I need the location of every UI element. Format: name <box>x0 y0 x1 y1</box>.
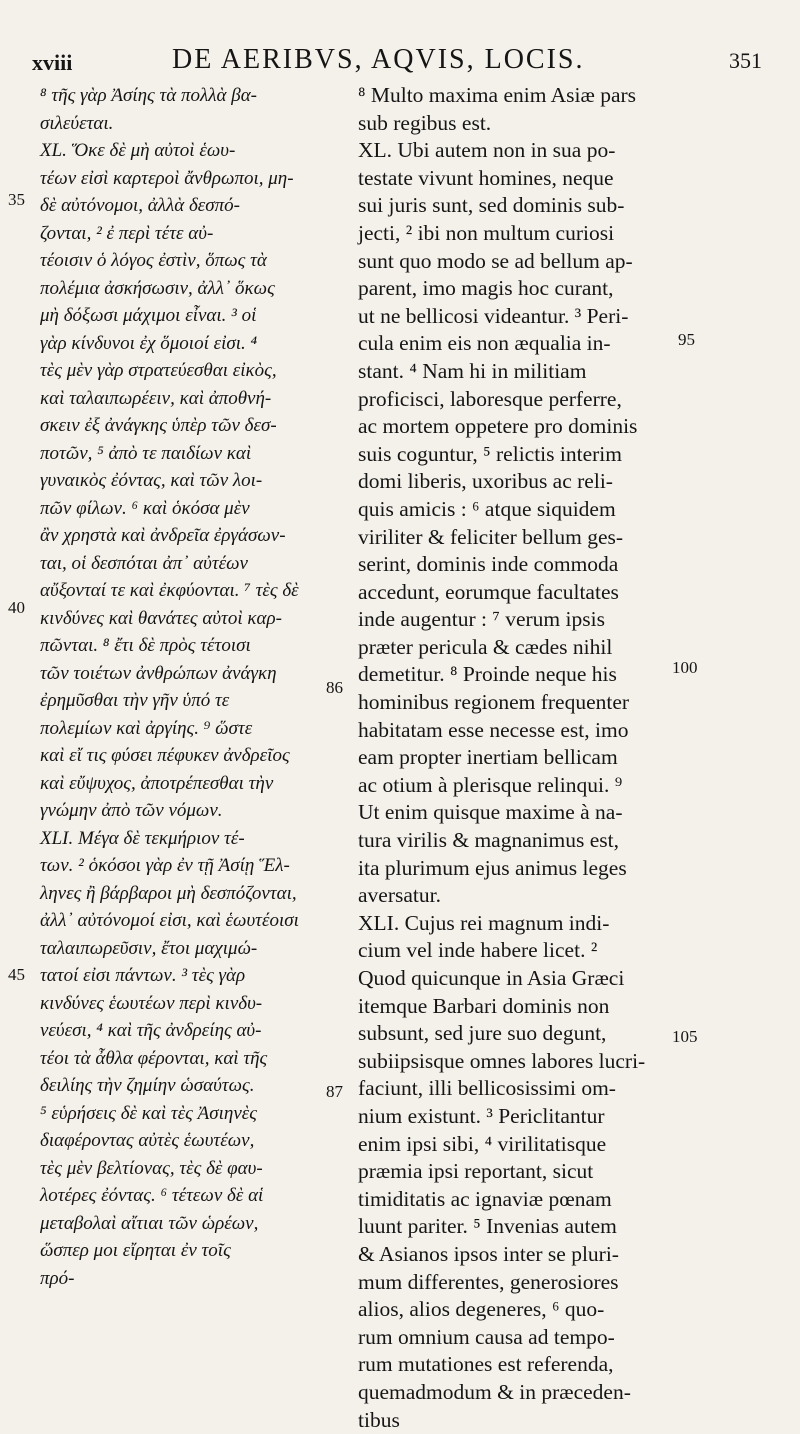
greek-text-line: ποτῶν, ⁵ ἀπὸ τε παιδίων καὶ <box>40 440 350 468</box>
latin-text-line: ⁸ Multo maxima enim Asiæ pars <box>358 82 678 110</box>
greek-text-line: ται, οἱ δεσπόται ἀπ᾽ αὐτέων <box>40 550 350 578</box>
latin-text-line: quis amicis : ⁶ atque siquidem <box>358 496 678 524</box>
latin-text-line: Ut enim quisque maxime à na- <box>358 799 678 827</box>
latin-text-line: suis coguntur, ⁵ relictis interim <box>358 441 678 469</box>
header-title: DE AERIBVS, AQVIS, LOCIS. <box>172 44 584 76</box>
margin-line-number-95: 95 <box>678 330 695 350</box>
latin-text-line: serint, dominis inde commoda <box>358 551 678 579</box>
greek-text-line: τῶν τοιέτων ἀνθρώπων ἀνάγκη <box>40 660 350 688</box>
latin-text-line: & Asianos ipsos inter se pluri- <box>358 1241 678 1269</box>
greek-text-line: κινδύνες ἑωυτέων περὶ κινδυ- <box>40 990 350 1018</box>
latin-text-column <box>358 82 678 1434</box>
greek-text-line: πολεμίων καὶ ἀργίης. ⁹ ὥστε <box>40 715 350 743</box>
greek-text-line: μὴ δόξωσι μάχιμοι εἶναι. ³ οἱ <box>40 302 350 330</box>
running-header <box>32 44 762 84</box>
greek-text-line: δειλίης τὴν ζημίην ὡσαύτως. <box>40 1072 350 1100</box>
greek-text-line: πολέμια ἀσκήσωσιν, ἀλλ᾽ ὅκως <box>40 275 350 303</box>
greek-text-line: τατοί εἰσι πάντων. ³ τὲς γὰρ <box>40 962 350 990</box>
greek-text-line: γὰρ κίνδυνοι ἐχ ὅμοιοί εἰσι. ⁴ <box>40 330 350 358</box>
latin-text-line: aversatur. <box>358 882 678 910</box>
latin-text-line: domi liberis, uxoribus ac reli- <box>358 468 678 496</box>
latin-text-line: ac otium à plerisque relinqui. ⁹ <box>358 772 678 800</box>
margin-line-number-45: 45 <box>8 965 25 985</box>
latin-text-line: enim ipsi sibi, ⁴ virilitatisque <box>358 1131 678 1159</box>
greek-text-line: καὶ εἴ τις φύσει πέφυκεν ἀνδρεῖος <box>40 742 350 770</box>
greek-text-line: ⁸ τῆς γὰρ Ἀσίης τὰ πολλὰ βα- <box>40 82 350 110</box>
greek-text-line: ὥσπερ μοι εἴρηται ἐν τοῖς <box>40 1237 350 1265</box>
greek-text-line: τέοι τὰ ἆθλα φέρονται, καὶ τῆς <box>40 1045 350 1073</box>
margin-line-number-105: 105 <box>672 1027 698 1047</box>
greek-text-line: XL. Ὅκε δὲ μὴ αὐτοὶ ἑωυ- <box>40 137 350 165</box>
latin-text-line: luunt pariter. ⁵ Invenias autem <box>358 1213 678 1241</box>
greek-text-line: νεύεσι, ⁴ καὶ τῆς ἀνδρείης αὐ- <box>40 1017 350 1045</box>
greek-text-line: πρό- <box>40 1265 350 1293</box>
greek-text-line: καὶ εὔψυχος, ἀποτρέπεσθαι τὴν <box>40 770 350 798</box>
page-number: 351 <box>729 48 762 74</box>
header-left-numeral: xviii <box>32 50 72 76</box>
latin-text-line: cium vel inde habere licet. ² <box>358 937 678 965</box>
greek-text-line: γνώμην ἀπὸ τῶν νόμων. <box>40 797 350 825</box>
latin-text-line: accedunt, eorumque facultates <box>358 579 678 607</box>
greek-text-line: XLI. Μέγα δὲ τεκμήριον τέ- <box>40 825 350 853</box>
latin-text-line: sub regibus est. <box>358 110 678 138</box>
latin-text-line: proficisci, laboresque perferre, <box>358 386 678 414</box>
latin-text-line: cula enim eis non æqualia in- <box>358 330 678 358</box>
greek-text-line: σκειν ἐξ ἀνάγκης ὑπὲρ τῶν δεσ- <box>40 412 350 440</box>
greek-text-column <box>40 82 350 1292</box>
latin-text-line: Quod quicunque in Asia Græci <box>358 965 678 993</box>
latin-text-line: quemadmodum & in præceden- <box>358 1379 678 1407</box>
greek-text-line: ταλαιπωρεῦσιν, ἔτοι μαχιμώ- <box>40 935 350 963</box>
latin-text-line: tibus <box>358 1407 678 1434</box>
latin-text-line: XL. Ubi autem non in sua po- <box>358 137 678 165</box>
greek-text-line: διαφέροντας αὐτὲς ἑωυτέων, <box>40 1127 350 1155</box>
latin-text-line: demetitur. ⁸ Proinde neque his <box>358 661 678 689</box>
margin-line-number-87: 87 <box>326 1082 343 1102</box>
greek-text-line: ⁵ εὑρήσεις δὲ καὶ τὲς Ἀσιηνὲς <box>40 1100 350 1128</box>
greek-text-line: σιλεύεται. <box>40 110 350 138</box>
latin-text-line: XLI. Cujus rei magnum indi- <box>358 910 678 938</box>
greek-text-line: τὲς μὲν γὰρ στρατεύεσθαι εἰκὸς, <box>40 357 350 385</box>
greek-text-line: τέοισιν ὁ λόγος ἐστὶν, ὅπως τὰ <box>40 247 350 275</box>
latin-text-line: præmia ipsi reportant, sicut <box>358 1158 678 1186</box>
latin-text-line: stant. ⁴ Nam hi in militiam <box>358 358 678 386</box>
greek-text-line: τέων εἰσὶ καρτεροὶ ἄνθρωποι, μη- <box>40 165 350 193</box>
latin-text-line: subsunt, sed jure suo degunt, <box>358 1020 678 1048</box>
latin-text-line: mum differentes, generosiores <box>358 1269 678 1297</box>
greek-text-line: ληνες ἢ βάρβαροι μὴ δεσπόζονται, <box>40 880 350 908</box>
greek-text-line: πῶν φίλων. ⁶ καὶ ὁκόσα μὲν <box>40 495 350 523</box>
greek-text-line: ἂν χρηστὰ καὶ ἀνδρεῖα ἐργάσων- <box>40 522 350 550</box>
greek-text-line: αὔξονταί τε καὶ ἐκφύονται. ⁷ τὲς δὲ <box>40 577 350 605</box>
latin-text-line: rum mutationes est referenda, <box>358 1351 678 1379</box>
greek-text-line: τὲς μὲν βελτίονας, τὲς δὲ φαυ- <box>40 1155 350 1183</box>
latin-text-line: habitatam esse necesse est, imo <box>358 717 678 745</box>
latin-text-line: tura virilis & magnanimus est, <box>358 827 678 855</box>
latin-text-line: eam propter inertiam bellicam <box>358 744 678 772</box>
latin-text-line: parent, imo magis hoc curant, <box>358 275 678 303</box>
greek-text-line: καὶ ταλαιπωρέειν, καὶ ἀποθνή- <box>40 385 350 413</box>
greek-text-line: γυναικὸς ἐόντας, καὶ τῶν λοι- <box>40 467 350 495</box>
margin-line-number-35: 35 <box>8 190 25 210</box>
greek-text-line: λοτέρες ἐόντας. ⁶ τέτεων δὲ αἱ <box>40 1182 350 1210</box>
greek-text-line: μεταβολαὶ αἴτιαι τῶν ὡρέων, <box>40 1210 350 1238</box>
latin-text-line: faciunt, illi bellicosissimi om- <box>358 1075 678 1103</box>
latin-text-line: itemque Barbari dominis non <box>358 993 678 1021</box>
latin-text-line: ac mortem oppetere pro dominis <box>358 413 678 441</box>
margin-line-number-40: 40 <box>8 598 25 618</box>
latin-text-line: sui juris sunt, sed dominis sub- <box>358 192 678 220</box>
margin-line-number-100: 100 <box>672 658 698 678</box>
margin-line-number-86: 86 <box>326 678 343 698</box>
latin-text-line: testate vivunt homines, neque <box>358 165 678 193</box>
latin-text-line: rum omnium causa ad tempo- <box>358 1324 678 1352</box>
greek-text-line: ζονται, ² ἐ περὶ τέτε αὐ- <box>40 220 350 248</box>
latin-text-line: inde augentur : ⁷ verum ipsis <box>358 606 678 634</box>
greek-text-line: ἐρημῦσθαι τὴν γῆν ὑπό τε <box>40 687 350 715</box>
greek-text-line: δὲ αὐτόνομοι, ἀλλὰ δεσπό- <box>40 192 350 220</box>
latin-text-line: ut ne bellicosi videantur. ³ Peri- <box>358 303 678 331</box>
latin-text-line: timiditatis ac ignaviæ pœnam <box>358 1186 678 1214</box>
greek-text-line: των. ² ὁκόσοι γὰρ ἐν τῇ Ἀσίῃ Ἕλ- <box>40 852 350 880</box>
latin-text-line: ita plurimum ejus animus leges <box>358 855 678 883</box>
greek-text-line: κινδύνες καὶ θανάτες αὐτοὶ καρ- <box>40 605 350 633</box>
latin-text-line: viriliter & feliciter bellum ges- <box>358 524 678 552</box>
latin-text-line: subiipsisque omnes labores lucri- <box>358 1048 678 1076</box>
greek-text-line: ἀλλ᾽ αὐτόνομοί εἰσι, καὶ ἑωυτέοισι <box>40 907 350 935</box>
latin-text-line: alios, alios degeneres, ⁶ quo- <box>358 1296 678 1324</box>
latin-text-line: nium existunt. ³ Periclitantur <box>358 1103 678 1131</box>
latin-text-line: præter pericula & cædes nihil <box>358 634 678 662</box>
latin-text-line: jecti, ² ibi non multum curiosi <box>358 220 678 248</box>
latin-text-line: sunt quo modo se ad bellum ap- <box>358 248 678 276</box>
greek-text-line: πῶνται. ⁸ ἔτι δὲ πρὸς τέτοισι <box>40 632 350 660</box>
latin-text-line: hominibus regionem frequenter <box>358 689 678 717</box>
